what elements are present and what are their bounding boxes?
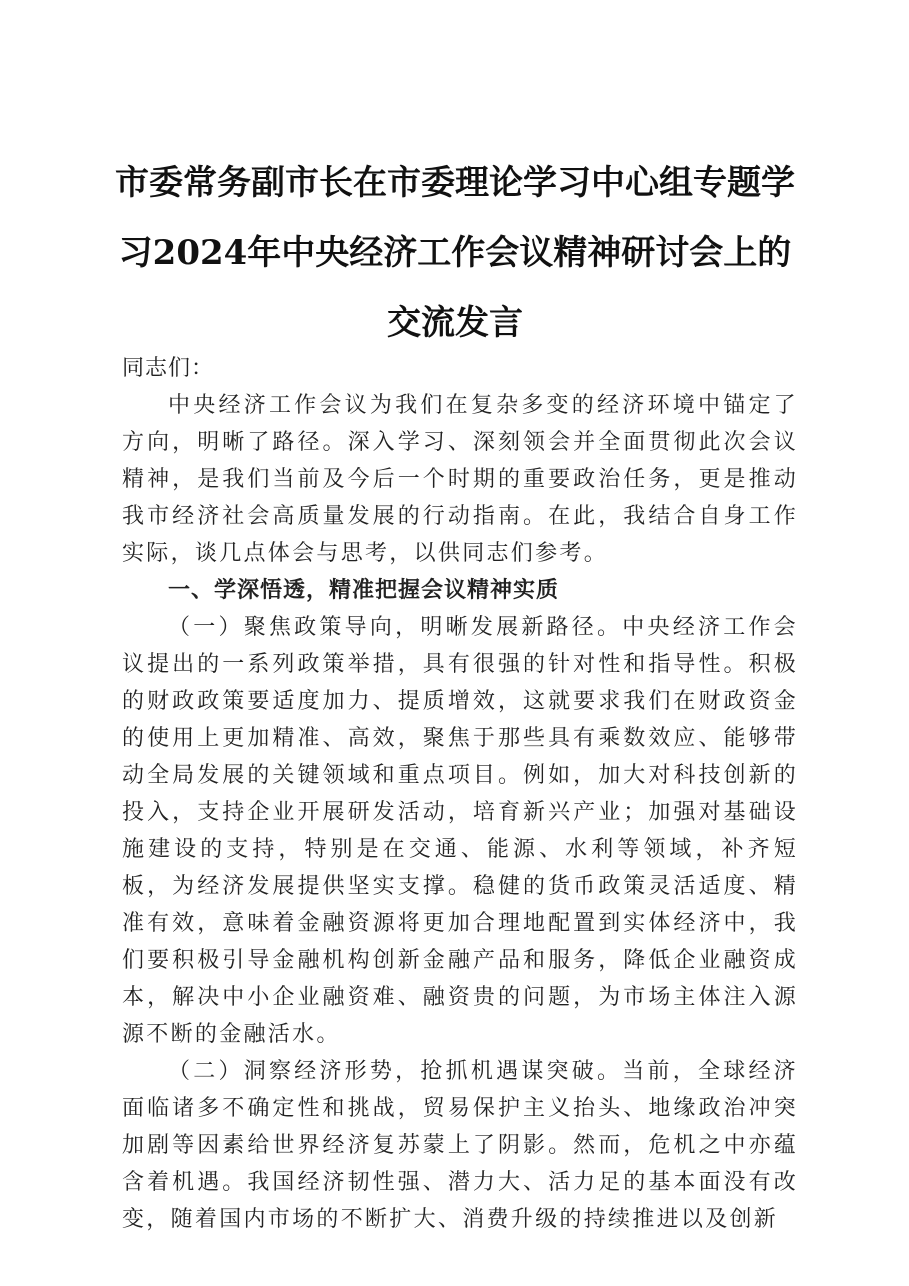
paragraph-1-text: 中央经济工作会议提出的一系列政策举措，具有很强的针对性和指导性。积极的财政政策要适度加力、提质增效，这就要求我们在财政资金的使用上更加精准、高效，聚焦于那些具有乘数效应、能够带动全局发展的关键领域和重点项目。例如，加大对科技创新的投入，支持企业开展研发活动，培育新兴产业；加强对基础设施建设的支持，特别是在交通、能源、水利等领域，补齐短板，为经济发展提供坚实支撑。稳健的货币政策灵活适度、精准有效，意味着金融资源将更加合理地配置到实体经济中，我们要积极引导金融机构创新金融产品和服务，降低企业融资成本，解决中小企业融资难、融资贵的问题，为市场主体注入源源不断的金融活水。 — [122, 615, 798, 1047]
document-title — [100, 148, 810, 358]
salutation: 同志们： — [122, 356, 215, 381]
paragraph-1-lead: （一）聚焦政策导向，明晰发展新路径。 — [168, 615, 623, 640]
title-line-1: 市委常务副市长在市委理论学习中心组专题学 — [115, 163, 795, 203]
paragraph-2-lead: （二）洞察经济形势，抢抓机遇谋突破。 — [168, 1059, 623, 1084]
title-line-3: 交流发言 — [387, 303, 523, 343]
document-body — [122, 350, 798, 1238]
intro-paragraph: 中央经济工作会议为我们在复杂多变的经济环境中锚定了方向，明晰了路径。深入学习、深刻领会并全面贯彻此次会议精神，是我们当前及今后一个时期的重要政治任务，更是推动我市经济社会高质量发展的行动指南。在此，我结合自身工作实际，谈几点体会与思考，以供同志们参考。 — [122, 393, 798, 566]
paragraph-2-text: 当前，全球经济面临诸多不确定性和挑战，贸易保护主义抬头、地缘政治冲突加剧等因素给世界经济复苏蒙上了阴影。然而，危机之中亦蕴含着机遇。我国经济韧性强、潜力大、活力足的基本面没有改变，随着国内市场的不断扩大、消费升级的持续推进以及创新 — [122, 1059, 798, 1232]
paragraph-2 — [122, 1053, 798, 1238]
section-heading-1: 一、学深悟透，精准把握会议精神实质 — [168, 577, 560, 603]
title-line-2: 习2024年中央经济工作会议精神研讨会上的 — [118, 233, 792, 273]
paragraph-1 — [122, 609, 798, 1053]
